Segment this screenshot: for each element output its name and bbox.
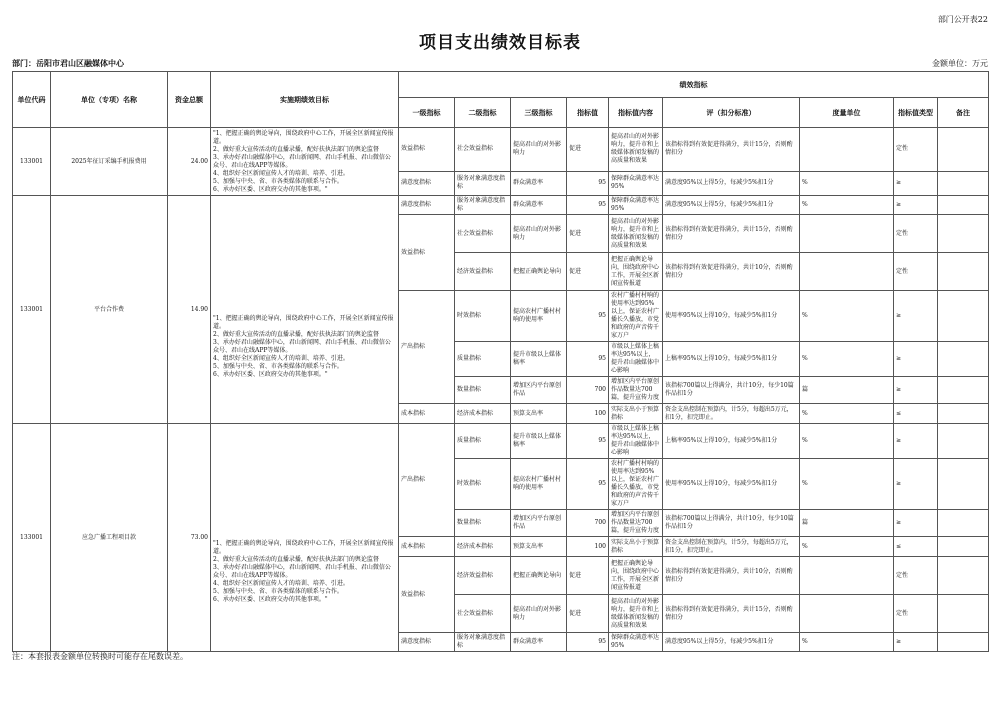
measure-unit-cell: % xyxy=(800,459,894,510)
header-scoring: 评（扣分标准） xyxy=(663,98,800,128)
remark-cell xyxy=(938,633,989,652)
header-level2: 二级指标 xyxy=(455,98,511,128)
scoring-cell: 满意度95%以上得5分，每减少5%扣1分 xyxy=(663,171,800,195)
table-row xyxy=(13,196,989,215)
remark-cell xyxy=(938,291,989,342)
value-cell: 95 xyxy=(567,459,609,510)
content-cell: 保障群众满意率达95% xyxy=(609,196,663,215)
measure-unit-cell xyxy=(800,557,894,595)
level1-cell: 产出指标 xyxy=(399,424,455,537)
level2-cell: 经济效益指标 xyxy=(455,253,511,291)
content-cell: 增加区内平台原创作品数量达700篇，提升宣传力度 xyxy=(609,510,663,537)
level2-cell: 社会效益指标 xyxy=(455,595,511,633)
content-cell: 把握正确舆论导向，围绕政府中心工作，开展全区新闻宣传报道 xyxy=(609,557,663,595)
value-cell: 95 xyxy=(567,633,609,652)
value-type-cell: ≥ xyxy=(894,459,938,510)
level3-cell: 把握正确舆论导向 xyxy=(511,253,567,291)
level3-cell: 群众满意率 xyxy=(511,633,567,652)
remark-cell xyxy=(938,342,989,377)
level2-cell: 经济效益指标 xyxy=(455,557,511,595)
measure-unit-cell xyxy=(800,595,894,633)
measure-unit-cell: % xyxy=(800,424,894,459)
value-type-cell: 定性 xyxy=(894,253,938,291)
level2-cell: 服务对象满意度指标 xyxy=(455,171,511,195)
remark-cell xyxy=(938,196,989,215)
header-value: 指标值 xyxy=(567,98,609,128)
measure-unit-cell: % xyxy=(800,196,894,215)
content-cell: 农村广播村村响的使用率达到95%以上，保证农村广播长久播放，市党和政府的声音传千家万户 xyxy=(609,459,663,510)
value-cell: 促进 xyxy=(567,595,609,633)
scoring-cell: 满意度95%以上得5分，每减少5%扣1分 xyxy=(663,633,800,652)
table-row xyxy=(13,128,989,172)
content-cell: 保障群众满意率达95% xyxy=(609,171,663,195)
value-cell: 促进 xyxy=(567,253,609,291)
level3-cell: 增加区内平台原创作品 xyxy=(511,510,567,537)
content-cell: 提高君山的对外影响力，提升市和上级媒体新闻发稿的高质量和效果 xyxy=(609,595,663,633)
measure-unit-cell: % xyxy=(800,291,894,342)
level3-cell: 增加区内平台原创作品 xyxy=(511,377,567,404)
level2-cell: 质量指标 xyxy=(455,424,511,459)
performance-table xyxy=(12,71,989,652)
remark-cell xyxy=(938,537,989,557)
remark-cell xyxy=(938,459,989,510)
level1-cell: 成本指标 xyxy=(399,537,455,557)
content-cell: 提高君山的对外影响力，提升市和上级媒体新闻发稿的高质量和效果 xyxy=(609,215,663,253)
header-level1: 一级指标 xyxy=(399,98,455,128)
unit-code-cell: 133001 xyxy=(13,424,51,652)
scoring-cell: 满意度95%以上得5分，每减少5%扣1分 xyxy=(663,196,800,215)
amount-cell: 24.00 xyxy=(168,128,211,196)
level2-cell: 社会效益指标 xyxy=(455,215,511,253)
header-measure-unit: 度量单位 xyxy=(800,98,894,128)
remark-cell xyxy=(938,595,989,633)
level1-cell: 效益指标 xyxy=(399,215,455,291)
value-type-cell: ≤ xyxy=(894,537,938,557)
header-goal: 实施期绩效目标 xyxy=(211,72,399,128)
scoring-cell: 该指标700篇以上得满分，共计10分，每少10篇作品扣1分 xyxy=(663,510,800,537)
amount-cell: 14.90 xyxy=(168,196,211,424)
measure-unit-cell: % xyxy=(800,404,894,424)
level1-cell: 满意度指标 xyxy=(399,171,455,195)
level2-cell: 质量指标 xyxy=(455,342,511,377)
level1-cell: 效益指标 xyxy=(399,557,455,633)
value-type-cell: 定性 xyxy=(894,595,938,633)
level3-cell: 预算支出率 xyxy=(511,537,567,557)
value-cell: 促进 xyxy=(567,215,609,253)
value-cell: 700 xyxy=(567,377,609,404)
amount-cell: 73.00 xyxy=(168,424,211,652)
level3-cell: 群众满意率 xyxy=(511,196,567,215)
level3-cell: 提高君山的对外影响力 xyxy=(511,595,567,633)
goal-cell: "1、把握正确的舆论导向，围绕政府中心工作，开展全区新闻宣传报道。 2、做好重大宣传活动的直播录播，配好扶执法部门的舆论监督 3、承办好君山融媒体中心，君山新闻网、君山手机报、君山微信公众号、君山在线APP等媒体。 4、组织好全区新闻宣传人才的培训、培养、引进。 5、加强与中央、省、市各类媒体的联系与合作。 6、承办好区委、区政府交办的其他事项。" xyxy=(211,128,399,196)
value-cell: 100 xyxy=(567,404,609,424)
remark-cell xyxy=(938,171,989,195)
level3-cell: 提高君山的对外影响力 xyxy=(511,215,567,253)
level1-cell: 满意度指标 xyxy=(399,633,455,652)
project-name-cell: 2025年征订采编手机报费用 xyxy=(51,128,168,196)
table-row xyxy=(13,424,989,459)
header-indicators: 绩效指标 xyxy=(399,72,989,98)
level3-cell: 群众满意率 xyxy=(511,171,567,195)
level2-cell: 社会效益指标 xyxy=(455,128,511,172)
header-remark: 备注 xyxy=(938,98,989,128)
value-type-cell: ≥ xyxy=(894,196,938,215)
scoring-cell: 该指标得到有效促进得满分，共计15分，否则酌情扣分 xyxy=(663,595,800,633)
value-cell: 95 xyxy=(567,196,609,215)
level1-cell: 满意度指标 xyxy=(399,196,455,215)
header-unit-code: 单位代码 xyxy=(13,72,51,128)
header-content: 指标值内容 xyxy=(609,98,663,128)
scoring-cell: 资金支出控制在预算内，计5分，每超出5万元，扣1分，扣完即止。 xyxy=(663,537,800,557)
scoring-cell: 使用率95%以上得10分，每减少5%扣1分 xyxy=(663,459,800,510)
scoring-cell: 资金支出控制在预算内，计5分，每超出5万元，扣1分，扣完即止。 xyxy=(663,404,800,424)
content-cell: 市级以上媒体上稿率达95%以上，提升君山融媒体中心影响 xyxy=(609,342,663,377)
value-type-cell: ≥ xyxy=(894,510,938,537)
remark-cell xyxy=(938,253,989,291)
footnote: 注：本套报表金额单位转换时可能存在尾数误差。 xyxy=(12,652,188,661)
value-cell: 95 xyxy=(567,171,609,195)
value-cell: 100 xyxy=(567,537,609,557)
scoring-cell: 该指标得到有效促进得满分，共计10分，否则酌情扣分 xyxy=(663,557,800,595)
level3-cell: 提高君山的对外影响力 xyxy=(511,128,567,172)
measure-unit-cell: % xyxy=(800,633,894,652)
value-type-cell: 定性 xyxy=(894,557,938,595)
level1-cell: 产出指标 xyxy=(399,291,455,404)
unit-code-cell: 133001 xyxy=(13,196,51,424)
value-type-cell: ≥ xyxy=(894,633,938,652)
header-level3: 三级指标 xyxy=(511,98,567,128)
value-type-cell: ≥ xyxy=(894,171,938,195)
value-cell: 95 xyxy=(567,342,609,377)
measure-unit-cell xyxy=(800,253,894,291)
remark-cell xyxy=(938,424,989,459)
value-type-cell: 定性 xyxy=(894,215,938,253)
measure-unit-cell: % xyxy=(800,537,894,557)
level1-cell: 成本指标 xyxy=(399,404,455,424)
level2-cell: 时效指标 xyxy=(455,459,511,510)
value-cell: 95 xyxy=(567,424,609,459)
level3-cell: 提升市级以上媒体稿率 xyxy=(511,342,567,377)
scoring-cell: 上稿率95%以上得10分，每减少5%扣1分 xyxy=(663,424,800,459)
value-type-cell: ≥ xyxy=(894,377,938,404)
content-cell: 增加区内平台原创作品数量达700篇，提升宣传力度 xyxy=(609,377,663,404)
scoring-cell: 使用率95%以上得10分，每减少5%扣1分 xyxy=(663,291,800,342)
goal-cell: "1、把握正确的舆论导向，围绕政府中心工作，开展全区新闻宣传报道。 2、做好重大宣传活动的直播录播，配好扶执法部门的舆论监督 3、承办好君山融媒体中心，君山新闻网、君山手机报、君山微信公众号、君山在线APP等媒体。 4、组织好全区新闻宣传人才的培训、培养、引进。 5、加强与中央、省、市各类媒体的联系与合作。 6、承办好区委、区政府交办的其他事项。" xyxy=(211,196,399,424)
table-number-label: 部门公开表22 xyxy=(937,15,988,24)
measure-unit-cell: 篇 xyxy=(800,510,894,537)
scoring-cell: 该指标得到有效促进得满分，共计15分，否则酌情扣分 xyxy=(663,128,800,172)
unit-code-cell: 133001 xyxy=(13,128,51,196)
content-cell: 市级以上媒体上稿率达95%以上，提升君山融媒体中心影响 xyxy=(609,424,663,459)
level3-cell: 预算支出率 xyxy=(511,404,567,424)
level1-cell: 效益指标 xyxy=(399,128,455,172)
amount-unit-label: 金额单位：万元 xyxy=(932,59,988,68)
remark-cell xyxy=(938,215,989,253)
scoring-cell: 上稿率95%以上得10分，每减少5%扣1分 xyxy=(663,342,800,377)
level2-cell: 经济成本指标 xyxy=(455,404,511,424)
remark-cell xyxy=(938,377,989,404)
department-label: 部门：岳阳市君山区融媒体中心 xyxy=(12,58,124,68)
content-cell: 提高君山的对外影响力，提升市和上级媒体新闻发稿的高质量和效果 xyxy=(609,128,663,172)
value-cell: 95 xyxy=(567,291,609,342)
content-cell: 实际支出小于预算指标 xyxy=(609,404,663,424)
content-cell: 把握正确舆论导向，围绕政府中心工作，开展全区新闻宣传报道 xyxy=(609,253,663,291)
scoring-cell: 该指标700篇以上得满分，共计10分，每少10篇作品扣1分 xyxy=(663,377,800,404)
level3-cell: 把握正确舆论导向 xyxy=(511,557,567,595)
content-cell: 农村广播村村响的使用率达到95%以上，保证农村广播长久播放，市党和政府的声音传千家万户 xyxy=(609,291,663,342)
value-type-cell: ≥ xyxy=(894,291,938,342)
measure-unit-cell: % xyxy=(800,171,894,195)
scoring-cell: 该指标得到有效促进得满分，共计15分，否则酌情扣分 xyxy=(663,215,800,253)
value-cell: 700 xyxy=(567,510,609,537)
value-type-cell: ≥ xyxy=(894,424,938,459)
page-title: 项目支出绩效目标表 xyxy=(419,33,581,53)
goal-cell: "1、把握正确的舆论导向，围绕政府中心工作，开展全区新闻宣传报道。 2、做好重大宣传活动的直播录播，配好扶执法部门的舆论监督 3、承办好君山融媒体中心，君山新闻网、君山手机报、君山微信公众号、君山在线APP等媒体。 4、组织好全区新闻宣传人才的培训、培养、引进。 5、加强与中央、省、市各类媒体的联系与合作。 6、承办好区委、区政府交办的其他事项。" xyxy=(211,424,399,652)
remark-cell xyxy=(938,404,989,424)
project-name-cell: 平台合作费 xyxy=(51,196,168,424)
measure-unit-cell: 篇 xyxy=(800,377,894,404)
value-type-cell: 定性 xyxy=(894,128,938,172)
header-total-funds: 资金总额 xyxy=(168,72,211,128)
content-cell: 实际支出小于预算指标 xyxy=(609,537,663,557)
measure-unit-cell: % xyxy=(800,342,894,377)
level3-cell: 提高农村广播村村响的使用率 xyxy=(511,459,567,510)
level3-cell: 提升市级以上媒体稿率 xyxy=(511,424,567,459)
level2-cell: 服务对象满意度指标 xyxy=(455,196,511,215)
measure-unit-cell xyxy=(800,128,894,172)
level2-cell: 时效指标 xyxy=(455,291,511,342)
value-cell: 促进 xyxy=(567,557,609,595)
level2-cell: 数量指标 xyxy=(455,377,511,404)
level2-cell: 经济成本指标 xyxy=(455,537,511,557)
value-cell: 促进 xyxy=(567,128,609,172)
remark-cell xyxy=(938,510,989,537)
header-value-type: 指标值类型 xyxy=(894,98,938,128)
value-type-cell: ≥ xyxy=(894,342,938,377)
remark-cell xyxy=(938,557,989,595)
level2-cell: 数量指标 xyxy=(455,510,511,537)
level3-cell: 提高农村广播村村响的使用率 xyxy=(511,291,567,342)
project-name-cell: 应急广播工程项目款 xyxy=(51,424,168,652)
header-unit-name: 单位（专项）名称 xyxy=(51,72,168,128)
measure-unit-cell xyxy=(800,215,894,253)
value-type-cell: ≤ xyxy=(894,404,938,424)
content-cell: 保障群众满意率达95% xyxy=(609,633,663,652)
scoring-cell: 该指标得到有效促进得满分，共计10分，否则酌情扣分 xyxy=(663,253,800,291)
level2-cell: 服务对象满意度指标 xyxy=(455,633,511,652)
remark-cell xyxy=(938,128,989,172)
